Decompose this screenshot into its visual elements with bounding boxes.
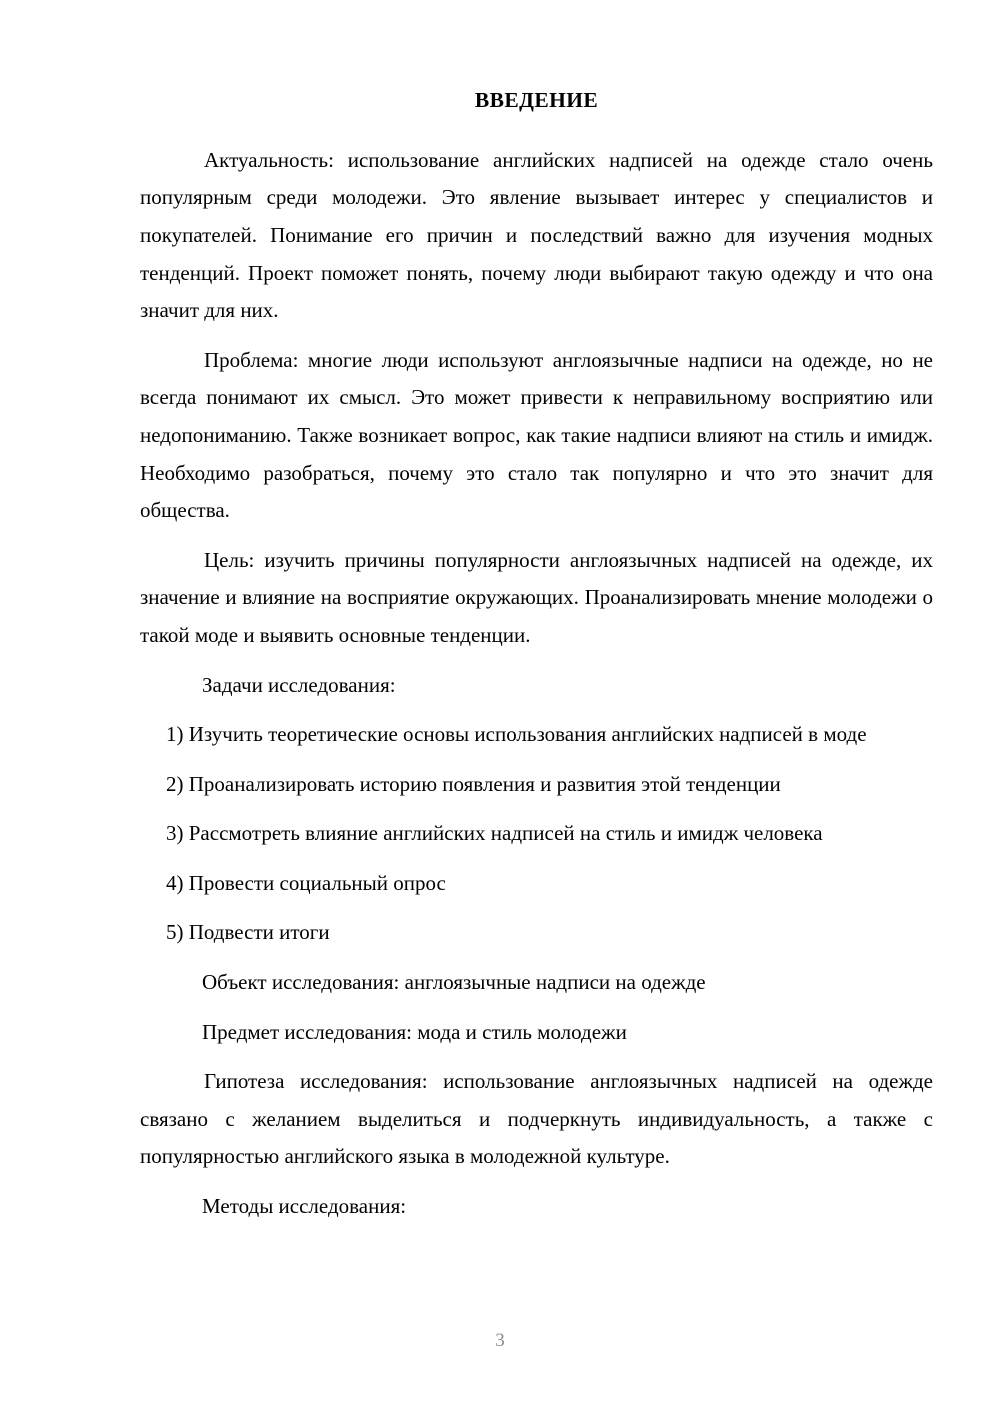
heading-methods: Методы исследования:	[202, 1194, 407, 1219]
paragraph-hypothesis: Гипотеза исследования: использование англоязычных надписей на одежде связано с желанием выделиться и подчеркнуть индивидуальность, а также с популярностью английского языка в молодежной культуре.	[140, 1069, 933, 1169]
list-item: 4) Провести социальный опрос	[166, 870, 446, 895]
page-number: 3	[495, 1330, 505, 1351]
page-title: ВВЕДЕНИЕ	[474, 88, 599, 112]
paragraph-subject: Предмет исследования: мода и стиль молодежи	[202, 1019, 627, 1044]
page-content	[140, 88, 933, 1238]
list-item: 1) Изучить теоретические основы использования английских надписей в моде	[166, 722, 867, 747]
paragraph-goal: Цель: изучить причины популярности англоязычных надписей на одежде, их значение и влияние на восприятие окружающих. Проанализировать мнение молодежи о такой моде и выявить основные тенденции.	[140, 547, 933, 647]
paragraph-object: Объект исследования: англоязычные надписи на одежде	[202, 970, 706, 995]
list-item: 5) Подвести итоги	[166, 920, 330, 945]
list-item: 3) Рассмотреть влияние английских надписей на стиль и имидж человека	[166, 821, 823, 846]
heading-tasks: Задачи исследования:	[202, 672, 396, 697]
paragraph-relevance: Актуальность: использование английских надписей на одежде стало очень популярным среди молодежи. Это явление вызывает интерес у специалистов и покупателей. Понимание его причин и последствий важно для изучения модных тенденций. Проект поможет понять, почему люди выбирают такую одежду и что она значит для них.	[140, 147, 933, 323]
list-item: 2) Проанализировать историю появления и развития этой тенденции	[166, 771, 781, 796]
paragraph-problem: Проблема: многие люди используют англоязычные надписи на одежде, но не всегда понимают их смысл. Это может привести к неправильному восприятию или недопониманию. Также возникает вопрос, как такие надписи влияют на стиль и имидж. Необходимо разобраться, почему это стало так популярно и что это значит для общества.	[140, 347, 933, 523]
